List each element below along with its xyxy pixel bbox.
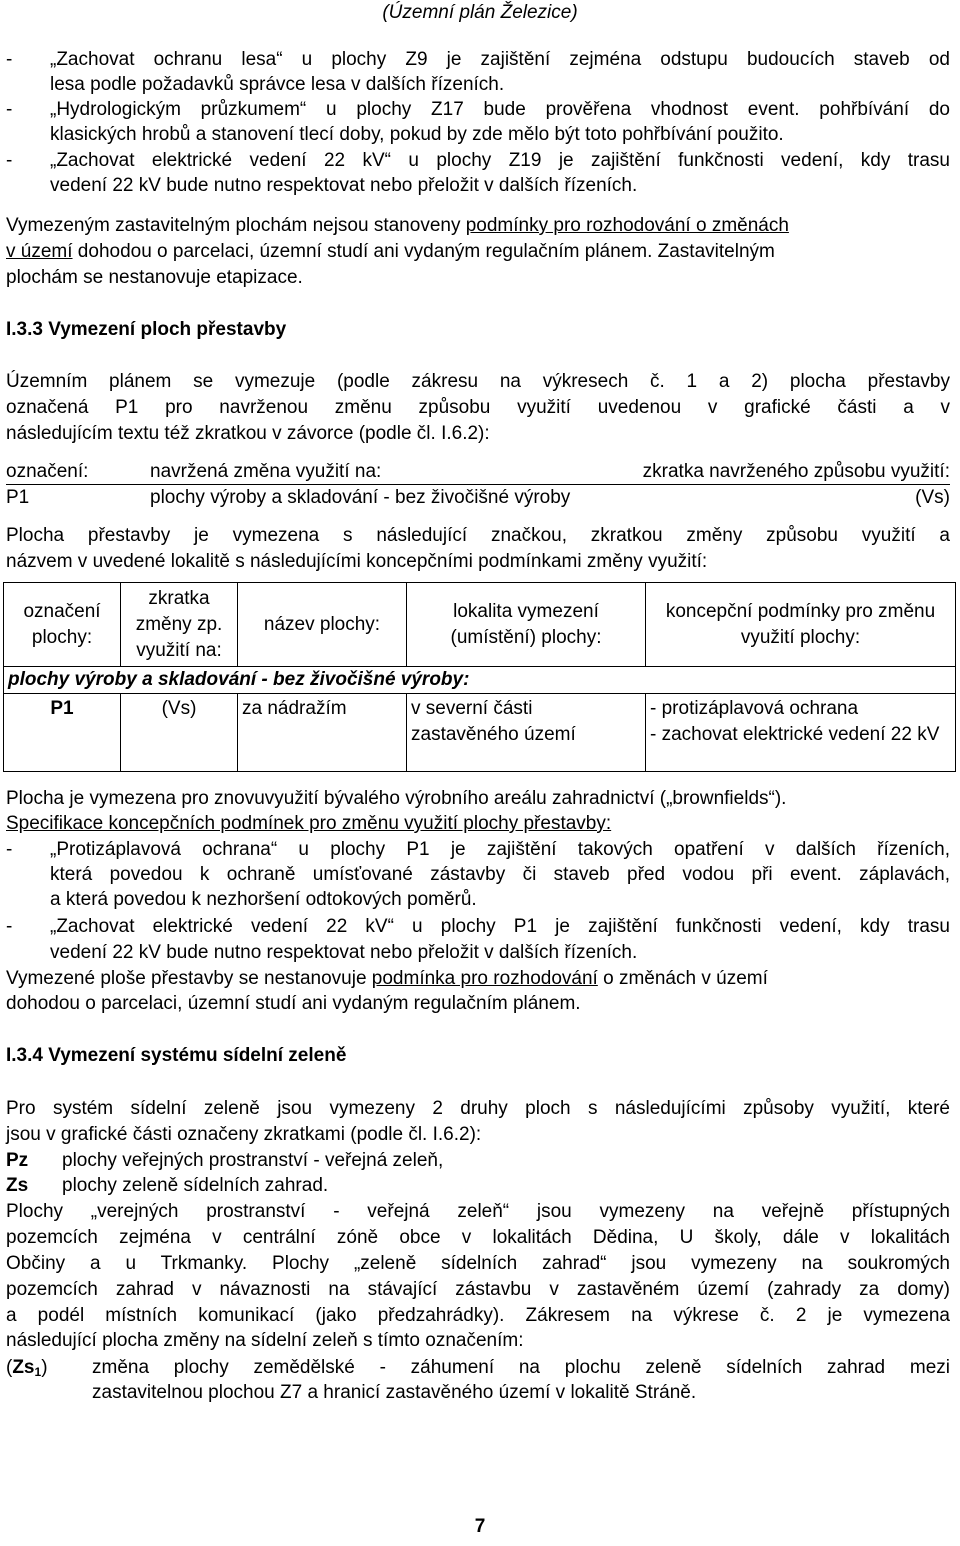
code: Pz	[6, 1150, 29, 1171]
table-header-row	[4, 583, 956, 667]
th-abbr: zkratka změny zp. využití na:	[121, 583, 238, 667]
code-desc: plochy veřejných prostranství - veřejná zeleň,	[62, 1150, 444, 1171]
legend-change: plochy výroby a skladování - bez živočišné výroby	[150, 487, 571, 508]
item-text: lesa podle požadavků správce lesa v dalších řízeních.	[50, 74, 505, 95]
zs-code: $(Zs_1)$	[6, 1357, 48, 1379]
paragraph-line: pozemcích zejména v centrální zóně obce v lokalitách Dědina, U školy, dále v lokalitách	[6, 1227, 950, 1248]
item-text: „Zachovat elektrické vedení 22 kV“ u plochy Z19 je zajištění funkčnosti vedení, kdy trasu	[50, 150, 950, 171]
legend-col-abbr: zkratka navrženého způsobu využití:	[642, 461, 950, 482]
spec-heading: Specifikace koncepčních podmínek pro změnu využití plochy přestavby:	[6, 813, 612, 834]
paragraph-line: názvem v uvedené lokalitě s následujícími koncepčními podmínkami změny využití:	[6, 551, 708, 572]
paragraph-line	[6, 214, 950, 238]
zs-subscript: 1	[34, 1365, 42, 1379]
legend-col-code: označení:	[6, 461, 89, 482]
text: Vymezeným zastavitelným plochám nejsou stanoveny	[6, 215, 466, 236]
list-item	[6, 48, 950, 72]
cell-code: P1	[4, 694, 121, 772]
paragraph-line: dohodou o parcelaci, územní studí ani vydaným regulačním plánem.	[6, 993, 581, 1014]
legend-row	[6, 486, 950, 510]
paragraph-line: Územním plánem se vymezuje (podle zákresu na výkresech č. 1 a 2) plocha přestavby	[6, 371, 950, 392]
zs-code-text: Zs	[12, 1357, 35, 1378]
table-row	[4, 694, 956, 772]
th-code: označení plochy:	[4, 583, 121, 667]
paragraph-line: a podél místních komunikací (jako předzahrádky). Zákresem na výkrese č. 2 je vymezena	[6, 1305, 950, 1326]
bullet: -	[6, 99, 13, 120]
legend-abbr: (Vs)	[915, 487, 950, 508]
paragraph-line: Pro systém sídelní zeleně jsou vymezeny 2 druhy ploch s následujícími způsoby využití, které	[6, 1098, 950, 1119]
code-row	[6, 1174, 950, 1198]
code-desc: plochy zeleně sídelních zahrad.	[62, 1175, 329, 1196]
redevelopment-table	[3, 582, 956, 772]
item-text: „Zachovat ochranu lesa“ u plochy Z9 je zajištění zejména odstupu budoucích staveb od	[50, 49, 950, 70]
table-group-row	[4, 667, 956, 694]
list-item	[6, 915, 950, 939]
list-item	[6, 98, 950, 122]
paragraph-line: plochám se nestanovuje etapizace.	[6, 267, 303, 288]
item-text: „Zachovat elektrické vedení 22 kV“ u plochy P1 je zajištění funkčnosti vedení, kdy trasu	[50, 916, 950, 937]
code: Zs	[6, 1175, 29, 1196]
underlined-text: podmínka pro rozhodování	[371, 968, 598, 989]
underlined-text: v území	[6, 241, 73, 262]
page-number: 7	[474, 1516, 486, 1537]
paragraph-line: jsou v grafické části označeny zkratkami (podle čl. I.6.2):	[6, 1124, 482, 1145]
item-text: „Protizáplavová ochrana“ u plochy P1 je zajištění takových opatření v dalších řízeních,	[50, 839, 950, 860]
bullet: -	[6, 916, 13, 937]
paragraph-line: Občiny a u Trkmanky. Plochy „zeleně sídelních zahrad“ jsou vymezeny na soukromých	[6, 1253, 950, 1274]
zs-text: změna plochy zemědělské - záhumení na plochu zeleně sídelních zahrad mezi	[92, 1357, 950, 1378]
group-label: plochy výroby a skladování - bez živočišné výroby:	[4, 667, 956, 694]
item-text: vedení 22 kV bude nutno respektovat nebo přeložit v dalších řízeních.	[50, 175, 638, 196]
legend-code: P1	[6, 487, 30, 508]
cell-conditions	[646, 694, 956, 772]
th-name: název plochy:	[238, 583, 407, 667]
item-text: která povedou k ochraně umísťované zástavby či staveb před vodou při event. záplavách,	[50, 864, 950, 885]
legend-header	[6, 460, 950, 485]
paragraph-line: následujícím textu též zkratkou v závorce (podle čl. I.6.2):	[6, 423, 490, 444]
paragraph-line: Plochy „verejných prostranství - veřejná zeleň“ jsou vymezeny na veřejně přístupných	[6, 1201, 950, 1222]
item-text: vedení 22 kV bude nutno respektovat nebo přeložit v dalších řízeních.	[50, 942, 638, 963]
th-conditions: koncepční podmínky pro změnu využití plochy:	[646, 583, 956, 667]
section-heading: I.3.3 Vymezení ploch přestavby	[6, 319, 287, 340]
list-item	[6, 838, 950, 862]
condition-line: - protizáplavová ochrana	[650, 698, 859, 719]
cell-name: za nádražím	[238, 694, 407, 772]
text: o změnách v území	[597, 968, 768, 989]
paragraph-line: označená P1 pro navrženou změnu způsobu využití uvedenou v grafické části a v	[6, 397, 950, 418]
paragraph-line	[6, 967, 950, 991]
paragraph-line: následující plocha změny na sídelní zeleň s tímto označením:	[6, 1330, 524, 1351]
text: dohodou o parcelaci, územní studí ani vydaným regulačním plánem. Zastavitelným	[72, 241, 775, 262]
paragraph-line	[6, 240, 950, 264]
list-item	[6, 149, 950, 173]
zs-text: zastavitelnou plochou Z7 a hranicí zastavěného území v lokalitě Stráně.	[92, 1382, 697, 1403]
item-text: „Hydrologickým průzkumem“ u plochy Z17 bude prověřena vhodnost event. pohřbívání do	[50, 99, 950, 120]
zs-row	[6, 1356, 950, 1384]
code-row	[6, 1149, 950, 1173]
item-text: a která povedou k nezhoršení odtokových poměrů.	[50, 889, 477, 910]
bullet: -	[6, 150, 13, 171]
th-location: lokalita vymezení (umístění) plochy:	[407, 583, 646, 667]
cell-abbr: (Vs)	[121, 694, 238, 772]
item-text: klasických hrobů a stanovení tlecí doby, pokud by zde mělo být toto pohřbívání použito.	[50, 124, 784, 145]
page-header: (Územní plán Železice)	[382, 2, 578, 23]
bullet: -	[6, 839, 13, 860]
legend-col-change: navržená změna využití na:	[150, 461, 382, 482]
section-heading: I.3.4 Vymezení systému sídelní zeleně	[6, 1045, 347, 1066]
underlined-text: podmínky pro rozhodování o změnách	[465, 215, 789, 236]
paragraph-line: pozemcích zahrad v návaznosti na stávající zástavbu v zastavěném území (zahrady za domy)	[6, 1279, 950, 1300]
cell-location: v severní části zastavěného území	[407, 694, 646, 772]
bullet: -	[6, 49, 13, 70]
condition-line: - zachovat elektrické vedení 22 kV	[650, 724, 940, 745]
paragraph-line: Plocha je vymezena pro znovuvyužití bývalého výrobního areálu zahradnictví („brownfields“).	[6, 788, 787, 809]
text: Vymezené ploše přestavby se nestanovuje	[6, 968, 372, 989]
paragraph-line: Plocha přestavby je vymezena s následující značkou, zkratkou změny způsobu využití a	[6, 525, 950, 546]
